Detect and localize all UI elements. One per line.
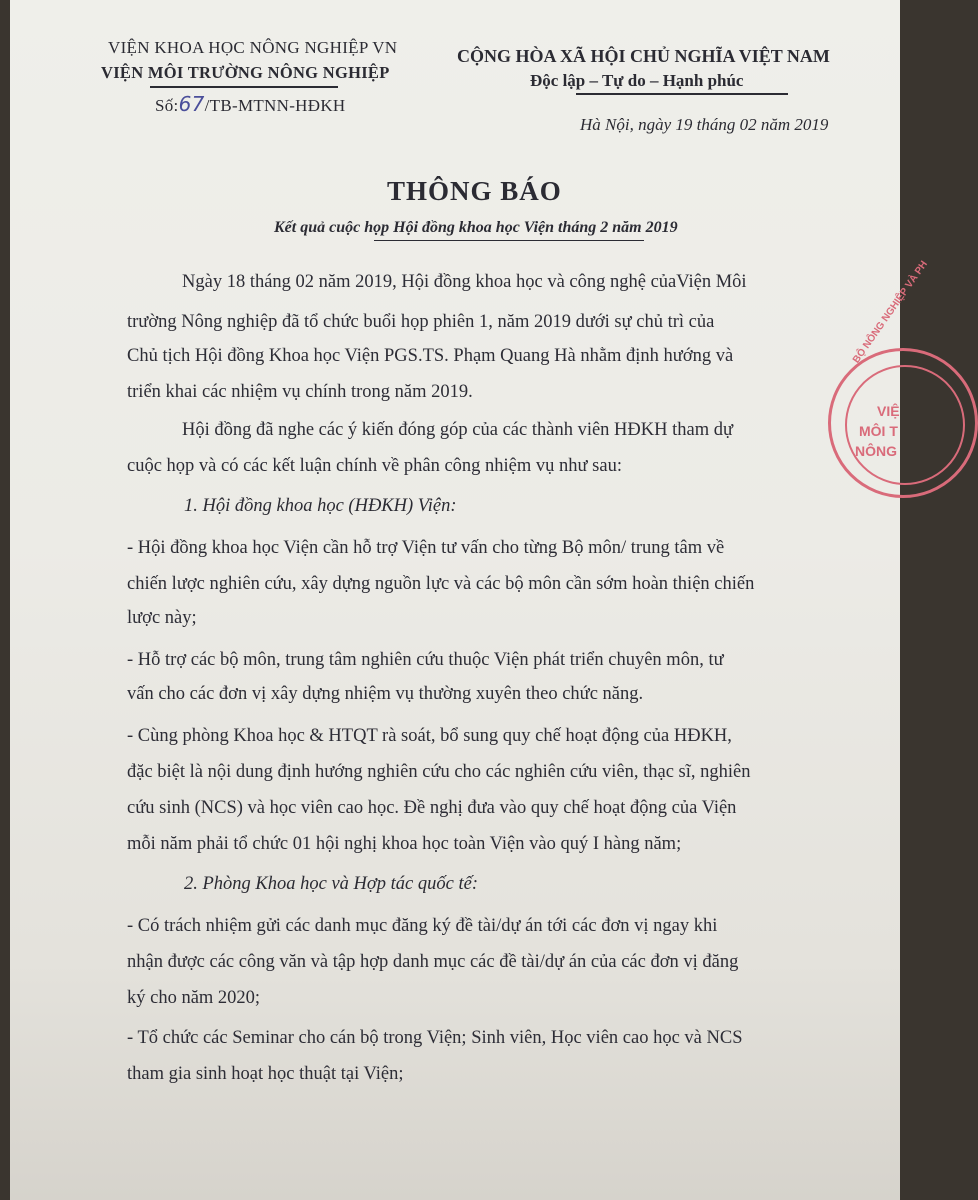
org-parent: VIỆN KHOA HỌC NÔNG NGHIỆP VN (108, 38, 398, 57)
body-line: - Tổ chức các Seminar cho cán bộ trong Viện; Sinh viên, Học viên cao học và NCS (127, 1028, 743, 1048)
official-stamp (828, 259, 978, 498)
body-line: - Hội đồng khoa học Viện cần hỗ trợ Viện tư vấn cho từng Bộ môn/ trung tâm về (127, 538, 725, 558)
body-line: đặc biệt là nội dung định hướng nghiên cứu cho các nghiên cứu viên, thạc sĩ, nghiên (127, 762, 751, 782)
stamp-text-line1: VIỆ (877, 403, 900, 419)
place-date: Hà Nội, ngày 19 tháng 02 năm 2019 (580, 115, 829, 134)
body-line: nhận được các công văn và tập hợp danh mục các đề tài/dự án của các đơn vị đăng (127, 952, 739, 972)
body-line: triển khai các nhiệm vụ chính trong năm 2019. (127, 382, 473, 402)
body-line: lược này; (127, 608, 197, 628)
document-title: THÔNG BÁO (387, 176, 562, 206)
body-line: - Có trách nhiệm gửi các danh mục đăng ký đề tài/dự án tới các đơn vị ngay khi (127, 916, 718, 936)
body-line: chiến lược nghiên cứu, xây dựng nguồn lực và các bộ môn cần sớm hoàn thiện chiến (127, 574, 755, 594)
doc-number-suffix: /TB-MTNN-HĐKH (204, 96, 346, 115)
body-line: cứu sinh (NCS) và học viên cao học. Đề nghị đưa vào quy chế hoạt động của Viện (127, 798, 737, 818)
motto-underline (576, 93, 788, 95)
body-line: Ngày 18 tháng 02 năm 2019, Hội đồng khoa học và công nghệ củaViện Môi (182, 272, 747, 292)
stamp-text-line2: MÔI T (859, 423, 898, 439)
stamp-ring-text: BỘ NÔNG NGHIỆP VÀ PH (851, 259, 931, 366)
doc-number (155, 92, 345, 116)
motto: Độc lập – Tự do – Hạnh phúc (530, 71, 744, 90)
stamp-text-line3: NÔNG (855, 443, 897, 459)
body-line: trường Nông nghiệp đã tổ chức buổi họp phiên 1, năm 2019 dưới sự chủ trì của (127, 312, 715, 332)
subtitle-underline (374, 240, 644, 241)
org-name: VIỆN MÔI TRƯỜNG NÔNG NGHIỆP (101, 63, 390, 82)
country-name: CỘNG HÒA XÃ HỘI CHỦ NGHĨA VIỆT NAM (457, 46, 830, 66)
body-line: ký cho năm 2020; (127, 988, 261, 1008)
body-line: Hội đồng đã nghe các ý kiến đóng góp của các thành viên HĐKH tham dự (182, 420, 733, 440)
document-page (10, 0, 931, 1200)
body-line: - Cùng phòng Khoa học & HTQT rà soát, bổ sung quy chế hoạt động của HĐKH, (127, 726, 732, 746)
body-line: vấn cho các đơn vị xây dựng nhiệm vụ thường xuyên theo chức năng. (127, 684, 644, 704)
body-line: - Hỗ trợ các bộ môn, trung tâm nghiên cứu thuộc Viện phát triển chuyên môn, tư (127, 650, 724, 670)
doc-number-handwritten: 67 (178, 92, 205, 116)
body-line: mỗi năm phải tổ chức 01 hội nghị khoa học toàn Viện vào quý I hàng năm; (127, 834, 682, 854)
body-line: tham gia sinh hoạt học thuật tại Viện; (127, 1064, 404, 1084)
section-heading-2: 2. Phòng Khoa học và Hợp tác quốc tế: (184, 874, 478, 894)
doc-number-prefix: Số: (155, 96, 179, 115)
org-name-underline (150, 86, 338, 88)
body-line: Chủ tịch Hội đồng Khoa học Viện PGS.TS. Phạm Quang Hà nhằm định hướng và (127, 346, 734, 366)
body-line: cuộc họp và có các kết luận chính về phân công nhiệm vụ như sau: (127, 456, 622, 476)
section-heading-1: 1. Hội đồng khoa học (HĐKH) Viện: (184, 496, 457, 516)
document-subtitle: Kết quả cuộc họp Hội đồng khoa học Viện tháng 2 năm 2019 (274, 219, 678, 236)
